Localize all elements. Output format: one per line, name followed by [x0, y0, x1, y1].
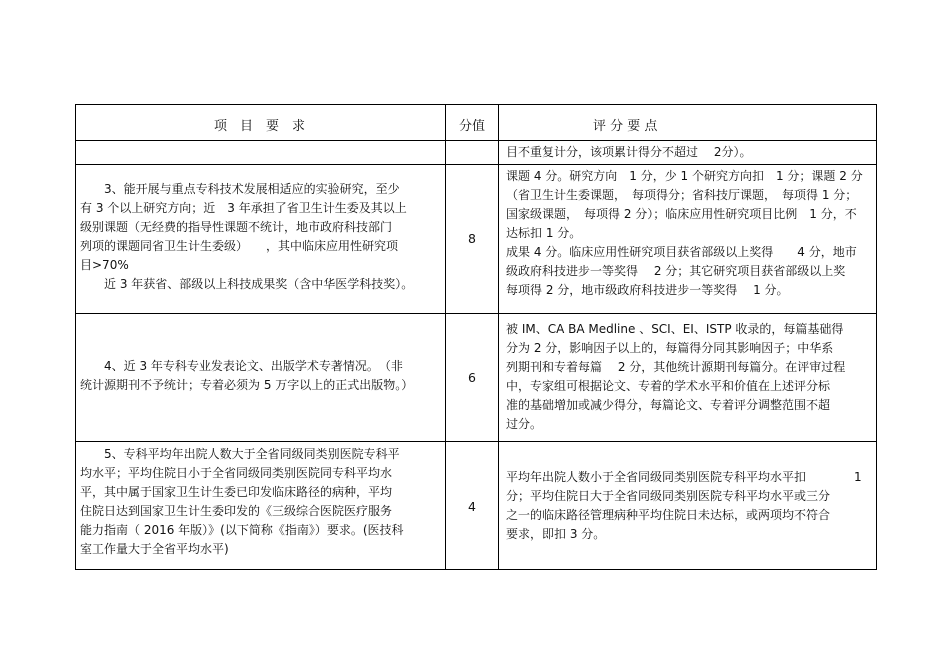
- row3-points: [506, 468, 862, 544]
- text-line: 达标扣 1 分。: [506, 226, 582, 240]
- text-line: 被 IM、CA BA Medline 、SCI、EI、ISTP 收录的，每篇基础得: [506, 322, 844, 336]
- text-line: 5、专科平均年出院人数大于全省同级同类别医院专科平: [80, 447, 400, 461]
- text-line: 列项的课题同省卫生计生委级） ，其中临床应用性研究项: [80, 239, 399, 253]
- table-left-border: [75, 104, 76, 570]
- row-divider: [75, 164, 877, 165]
- row1-points: [506, 167, 863, 300]
- text-line: 能力指南（ 2016 年版）》(以下简称《指南》）要求。(医技科: [80, 523, 404, 537]
- text-line: （省卫生计生委课题， 每项得分；省科技厅课题， 每项得 1 分；: [506, 188, 858, 202]
- text-line: 室工作量大于全省平均水平): [80, 542, 229, 556]
- text-line: 国家级课题， 每项得 2 分）；临床应用性研究项目比例 1 分，不: [506, 207, 857, 221]
- header-score: 分值: [459, 119, 486, 134]
- text-line: 分为 2 分，影响因子以上的，每篇得分同其影响因子；中华系: [506, 341, 834, 355]
- text-line: 平均年出院人数小于全省同级同类别医院专科平均水平扣 1: [506, 470, 862, 484]
- header-points: 评 分 要 点: [593, 119, 658, 134]
- row2-points: [506, 320, 845, 434]
- text-line: 之一的临床路径管理病种平均住院日未达标，或两项均不符合: [506, 508, 831, 522]
- row1-score: 8: [468, 231, 476, 246]
- row-divider: [75, 313, 877, 314]
- text-line: 准的基础增加或减少得分，每篇论文、专着评分调整范围不超: [506, 398, 831, 412]
- text-line: 级别课题（无经费的指导性课题不统计，地市政府科技部门: [80, 220, 393, 234]
- text-line: 均水平；平均住院日小于全省同级同类别医院同专科平均水: [80, 466, 393, 480]
- text-line: 4、近 3 年专科专业发表论文、出版学术专著情况。 （非: [80, 359, 403, 373]
- table-right-border: [876, 104, 877, 570]
- table-bottom-border: [75, 569, 877, 570]
- text-line: 近 3 年获省、部级以上科技成果奖（含中华医学科技奖）。: [80, 277, 414, 291]
- text-line: 级政府科技进步一等奖得 2 分；其它研究项目获省部级以上奖: [506, 264, 846, 278]
- text-line: 目不重复计分，该项累计得分不超过 2分）。: [506, 145, 752, 159]
- row-divider: [75, 441, 877, 442]
- table-top-border: [75, 104, 877, 105]
- text-line: 统计源期刊不予统计；专着必须为 5 万字以上的正式出版物。）: [80, 378, 414, 392]
- text-line: 3、能开展与重点专科技术发展相适应的实验研究，至少: [80, 182, 400, 196]
- text-line: 每项得 2 分，地市级政府科技进步一等奖得 1 分。: [506, 283, 789, 297]
- row2-score: 6: [468, 370, 476, 385]
- text-line: 课题 4 分。研究方向 1 分，少 1 个研究方向扣 1 分；课题 2 分: [506, 169, 863, 183]
- text-line: 中，专家组可根据论文、专着的学术水平和价值在上述评分标: [506, 379, 831, 393]
- text-line: 过分。: [506, 417, 543, 431]
- header-bottom-border: [75, 140, 877, 141]
- row3-score: 4: [468, 499, 476, 514]
- text-line: 成果 4 分。临床应用性研究项目获省部级以上奖得 4 分，地市: [506, 245, 857, 259]
- text-line: 列期刊和专着每篇 2 分，其他统计源期刊每篇分。在评审过程: [506, 360, 846, 374]
- row1-requirements: [80, 180, 413, 294]
- row0-points: [506, 143, 751, 162]
- text-line: 目>70%: [80, 258, 129, 272]
- text-line: 有 3 个以上研究方向；近 3 年承担了省卫生计生委及其以上: [80, 201, 407, 215]
- text-line: 平，其中属于国家卫生计生委已印发临床路径的病种，平均: [80, 485, 393, 499]
- row2-requirements: [80, 357, 413, 395]
- text-line: 分；平均住院日大于全省同级同类别医院专科平均水平或三分: [506, 489, 831, 503]
- row3-requirements: [80, 445, 404, 559]
- text-line: 住院日达到国家卫生计生委印发的《三级综合医院医疗服务: [80, 504, 393, 518]
- header-requirements: 项 目 要 求: [214, 119, 306, 134]
- text-line: 要求，即扣 3 分。: [506, 527, 606, 541]
